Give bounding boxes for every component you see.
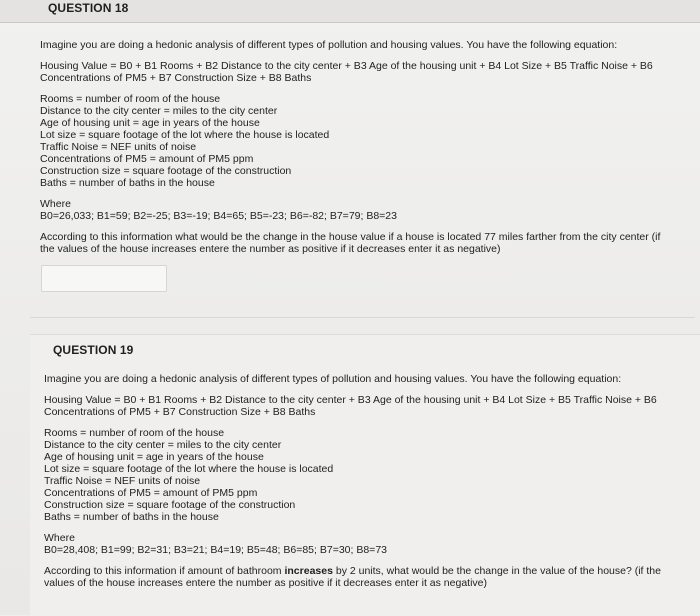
prompt-emphasis: increases: [284, 565, 333, 577]
definition: Rooms = number of room of the house: [44, 427, 225, 439]
coefficients: B0=26,033; B1=59; B2=-25; B3=-19; B4=65; B5=-23; B6=-82; B7=79; B8=23: [40, 210, 397, 222]
question-prompt-line-2: the values of the house increases entere the number as positive if it decreases enter it as negative): [40, 243, 501, 255]
definition: Age of housing unit = age in years of the house: [40, 117, 260, 129]
prompt-text: According to this information if amount of bathroom: [44, 565, 285, 577]
where-label: Where: [40, 198, 71, 210]
definition: Concentrations of PM5 = amount of PM5 ppm: [44, 487, 258, 499]
equation-line-1: Housing Value = B0 + B1 Rooms + B2 Distance to the city center + B3 Age of the housing unit + B4 Lot Size + B5 Traffic Noise + B6: [44, 394, 657, 406]
question-prompt-line-2: values of the house increases entere the number as positive if it decreases enter it as negative): [44, 577, 487, 589]
question-intro: Imagine you are doing a hedonic analysis of different types of pollution and housing values. You have the following equation:: [44, 373, 622, 385]
question-prompt-line-1: [44, 565, 661, 577]
prompt-text: by 2 units, what would be the change in the value of the house? (if the: [332, 565, 661, 577]
definition: Construction size = square footage of the construction: [40, 165, 292, 177]
definition: Baths = number of baths in the house: [44, 511, 219, 523]
question-18-body: [40, 39, 660, 255]
answer-input[interactable]: [41, 265, 167, 292]
coefficients: B0=28,408; B1=99; B2=31; B3=21; B4=19; B5=48; B6=85; B7=30; B8=73: [44, 544, 387, 556]
definition: Lot size = square footage of the lot where the house is located: [40, 129, 330, 141]
definition: Distance to the city center = miles to the city center: [44, 439, 282, 451]
equation-line-2: Concentrations of PM5 + B7 Construction Size + B8 Baths: [40, 72, 312, 84]
definition: Concentrations of PM5 = amount of PM5 ppm: [40, 153, 254, 165]
definition: Traffic Noise = NEF units of noise: [40, 141, 197, 153]
divider: [30, 317, 695, 318]
question-prompt-line-1: According to this information what would be the change in the house value if a house is located 77 miles farther from the city center (if: [40, 231, 661, 243]
question-intro: Imagine you are doing a hedonic analysis of different types of pollution and housing values. You have the following equation:: [40, 39, 618, 51]
equation-line-1: Housing Value = B0 + B1 Rooms + B2 Distance to the city center + B3 Age of the housing unit + B4 Lot Size + B5 Traffic Noise + B6: [40, 60, 653, 72]
definition: Baths = number of baths in the house: [40, 177, 215, 189]
equation-line-2: Concentrations of PM5 + B7 Construction Size + B8 Baths: [44, 406, 316, 418]
definition: Traffic Noise = NEF units of noise: [44, 475, 201, 487]
where-label: Where: [44, 532, 75, 544]
definition: Distance to the city center = miles to the city center: [40, 105, 278, 117]
definition: Rooms = number of room of the house: [40, 93, 221, 105]
question-19-body: [44, 373, 661, 589]
definition: Lot size = square footage of the lot where the house is located: [44, 463, 334, 475]
question-18-title: QUESTION 18: [48, 1, 129, 15]
definition: Construction size = square footage of the construction: [44, 499, 296, 511]
question-19-title: QUESTION 19: [53, 343, 134, 357]
definition: Age of housing unit = age in years of the house: [44, 451, 264, 463]
